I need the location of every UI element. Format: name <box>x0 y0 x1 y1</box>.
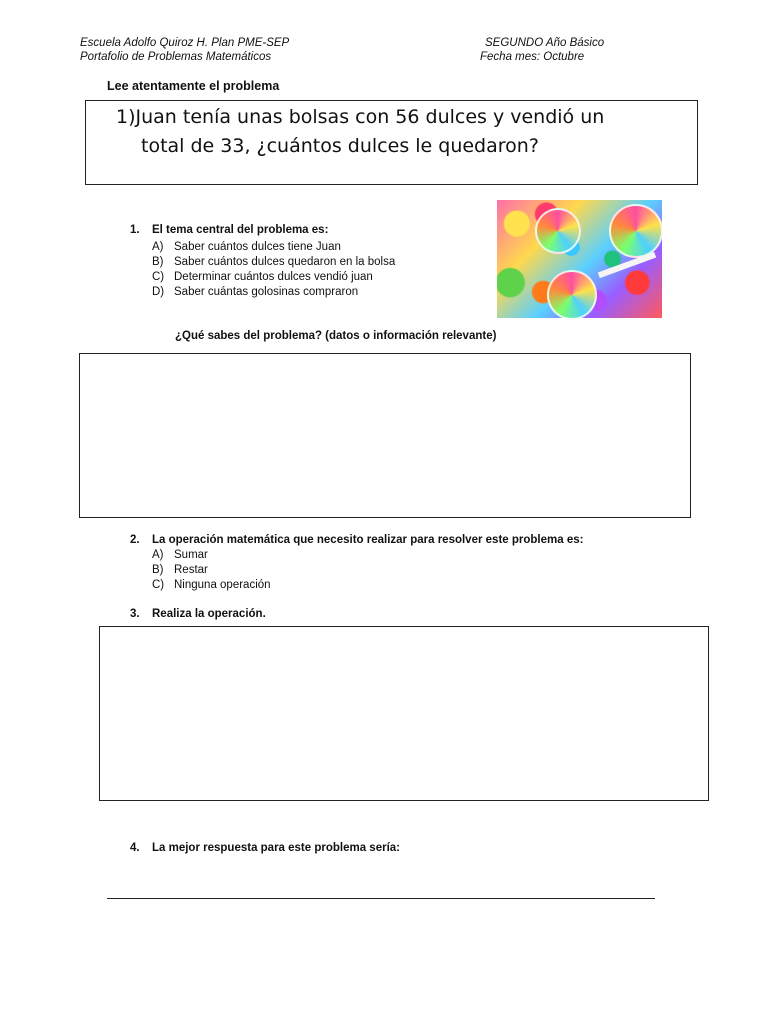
option-text: Determinar cuántos dulces vendió juan <box>174 271 373 283</box>
question-1-options <box>152 240 395 300</box>
answer-line[interactable] <box>107 898 655 899</box>
school-name: Escuela Adolfo Quiroz H. Plan PME-SEP <box>80 37 290 49</box>
option-1a[interactable] <box>152 240 395 255</box>
lollipop-shape <box>547 270 597 318</box>
portfolio-title: Portafolio de Problemas Matemáticos <box>80 51 272 63</box>
question-2-text: La operación matemática que necesito realizar para resolver este problema es: <box>152 534 584 546</box>
what-you-know-label: ¿Qué sabes del problema? (datos o información relevante) <box>175 330 497 342</box>
candy-image <box>497 200 662 318</box>
problem-line-2: total de 33, ¿cuántos dulces le quedaron? <box>141 135 539 157</box>
lollipop-shape <box>535 208 581 254</box>
question-3-number: 3. <box>130 608 140 620</box>
question-2-number: 2. <box>130 534 140 546</box>
question-1-number: 1. <box>130 224 140 236</box>
problem-box <box>85 100 698 185</box>
option-text: Saber cuántas golosinas compraron <box>174 286 359 298</box>
option-letter: B) <box>152 564 164 576</box>
option-1c[interactable] <box>152 270 395 285</box>
question-2 <box>130 534 583 546</box>
option-2b[interactable] <box>152 563 271 578</box>
option-text: Restar <box>174 564 208 576</box>
option-2c[interactable] <box>152 578 271 593</box>
question-3 <box>130 608 266 620</box>
option-letter: A) <box>152 549 164 561</box>
problem-line-1 <box>116 103 604 132</box>
question-4-text: La mejor respuesta para este problema sería: <box>152 842 400 854</box>
problem-number: 1) <box>116 106 136 128</box>
question-3-text: Realiza la operación. <box>152 608 266 620</box>
operation-box[interactable] <box>99 626 709 801</box>
question-4-number: 4. <box>130 842 140 854</box>
option-1d[interactable] <box>152 285 395 300</box>
option-letter: B) <box>152 256 164 268</box>
question-4 <box>130 842 400 854</box>
option-1b[interactable] <box>152 255 395 270</box>
option-letter: D) <box>152 286 165 298</box>
what-you-know-box[interactable] <box>79 353 691 518</box>
option-letter: C) <box>152 579 165 591</box>
instruction-heading: Lee atentamente el problema <box>107 79 280 93</box>
question-1 <box>130 224 328 236</box>
grade-label: SEGUNDO Año Básico <box>485 37 605 49</box>
lollipop-shape <box>609 204 662 258</box>
problem-text-1: Juan tenía unas bolsas con 56 dulces y vendió un <box>135 106 605 128</box>
option-text: Saber cuántos dulces tiene Juan <box>174 241 341 253</box>
question-2-options <box>152 548 271 593</box>
date-label: Fecha mes: Octubre <box>480 51 585 63</box>
option-text: Ninguna operación <box>174 579 271 591</box>
question-1-text: El tema central del problema es: <box>152 224 329 236</box>
option-letter: C) <box>152 271 165 283</box>
option-letter: A) <box>152 241 164 253</box>
option-text: Sumar <box>174 549 208 561</box>
option-text: Saber cuántos dulces quedaron en la bolsa <box>174 256 396 268</box>
option-2a[interactable] <box>152 548 271 563</box>
